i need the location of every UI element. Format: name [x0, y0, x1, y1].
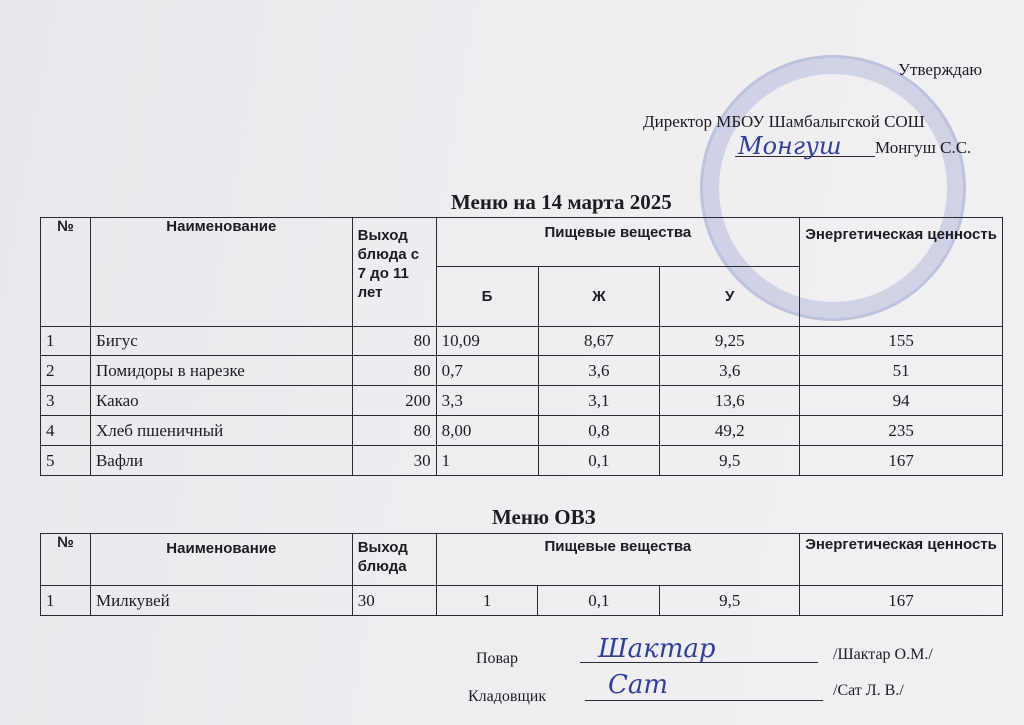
- row-b: 1: [436, 586, 538, 616]
- row-u: 49,2: [660, 416, 800, 446]
- row-u: 3,6: [660, 356, 800, 386]
- row-name: Бигус: [90, 327, 352, 356]
- row-num: 2: [41, 356, 91, 386]
- cook-signature: Шактар: [598, 634, 716, 664]
- col-num: №: [41, 218, 91, 327]
- col-output: Выход блюда: [352, 534, 436, 586]
- storekeeper-name: /Сат Л. В./: [833, 682, 904, 699]
- storekeeper-signature-line: [585, 700, 823, 701]
- col-output: Выход блюда с 7 до 11 лет: [352, 218, 436, 327]
- row-energy: 94: [800, 386, 1003, 416]
- row-zh: 3,1: [538, 386, 660, 416]
- col-u: У: [660, 267, 800, 327]
- table-row: [41, 327, 1003, 356]
- director-name: Монгуш С.С.: [875, 138, 972, 157]
- row-zh: 0,8: [538, 416, 660, 446]
- row-u: 13,6: [660, 386, 800, 416]
- row-zh: 0,1: [538, 446, 660, 476]
- cook-name: /Шактар О.М./: [833, 646, 933, 663]
- storekeeper-label: Кладовщик: [468, 688, 547, 705]
- row-zh: 3,6: [538, 356, 660, 386]
- col-num: №: [41, 534, 91, 586]
- table-row: [41, 586, 1003, 616]
- ovz-table: [40, 533, 1003, 616]
- row-num: 1: [41, 327, 91, 356]
- row-output: 80: [352, 416, 436, 446]
- row-num: 1: [41, 586, 91, 616]
- row-zh: 0,1: [538, 586, 660, 616]
- row-name: Помидоры в нарезке: [90, 356, 352, 386]
- cook-label: Повар: [476, 650, 518, 667]
- row-energy: 235: [800, 416, 1003, 446]
- table-row: [41, 386, 1003, 416]
- row-output: 80: [352, 356, 436, 386]
- row-b: 0,7: [436, 356, 538, 386]
- ovz-title: Меню ОВЗ: [492, 505, 596, 529]
- row-name: Милкувей: [90, 586, 352, 616]
- page-title: Меню на 14 марта 2025: [451, 190, 672, 214]
- col-energy: Энергетическая ценность: [800, 218, 1003, 327]
- row-output: 30: [352, 446, 436, 476]
- approve-label: Утверждаю: [898, 60, 983, 79]
- row-energy: 155: [800, 327, 1003, 356]
- table-row: [41, 446, 1003, 476]
- col-nutrients: Пищевые вещества: [436, 218, 800, 267]
- row-name: Вафли: [90, 446, 352, 476]
- col-name: Наименование: [90, 218, 352, 327]
- row-u: 9,5: [660, 446, 800, 476]
- row-output: 80: [352, 327, 436, 356]
- row-num: 3: [41, 386, 91, 416]
- row-name: Хлеб пшеничный: [90, 416, 352, 446]
- row-u: 9,5: [660, 586, 800, 616]
- row-energy: 51: [800, 356, 1003, 386]
- row-b: 10,09: [436, 327, 538, 356]
- row-energy: 167: [800, 586, 1003, 616]
- row-energy: 167: [800, 446, 1003, 476]
- header-row: [41, 534, 1003, 586]
- row-name: Какао: [90, 386, 352, 416]
- header-row: [41, 218, 1003, 267]
- col-name: Наименование: [90, 534, 352, 586]
- col-nutrients: Пищевые вещества: [436, 534, 799, 586]
- row-b: 8,00: [436, 416, 538, 446]
- table-row: [41, 356, 1003, 386]
- menu-table: [40, 217, 1003, 476]
- row-output: 30: [352, 586, 436, 616]
- table-row: [41, 416, 1003, 446]
- row-num: 4: [41, 416, 91, 446]
- col-zh: Ж: [538, 267, 660, 327]
- row-output: 200: [352, 386, 436, 416]
- director-signature: Монгуш: [738, 132, 842, 160]
- storekeeper-signature: Сат: [608, 670, 669, 700]
- row-zh: 8,67: [538, 327, 660, 356]
- col-energy: Энергетическая ценность: [800, 534, 1003, 586]
- row-b: 1: [436, 446, 538, 476]
- col-b: Б: [436, 267, 538, 327]
- row-u: 9,25: [660, 327, 800, 356]
- row-num: 5: [41, 446, 91, 476]
- director-title: Директор МБОУ Шамбалыгской СОШ: [643, 112, 925, 131]
- row-b: 3,3: [436, 386, 538, 416]
